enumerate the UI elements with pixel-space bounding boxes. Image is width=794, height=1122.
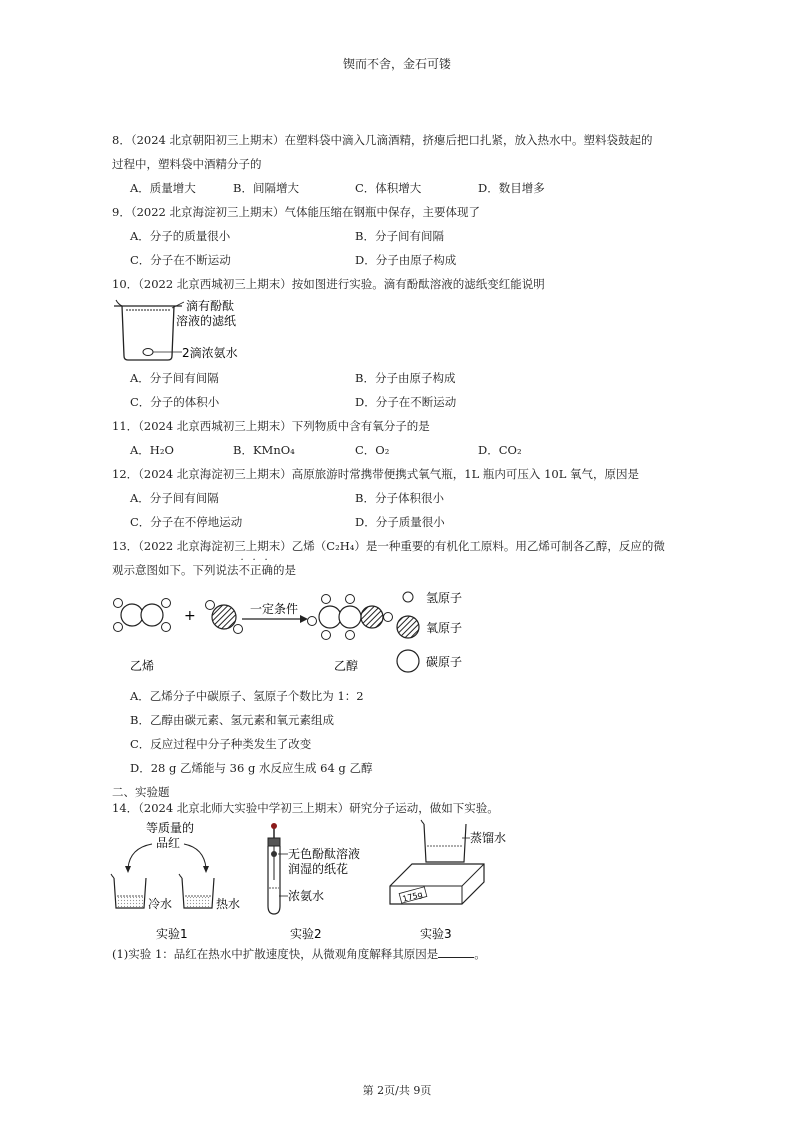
oxygen-legend-icon xyxy=(397,616,419,638)
exp1-caption: 实验1 xyxy=(156,927,188,940)
question-13-option-a: A．乙烯分子中碳原子、氢原子个数比为 1：2 xyxy=(130,689,364,703)
page-header: 锲而不舍，金石可镂 xyxy=(342,57,451,71)
stopper-icon xyxy=(271,823,277,829)
question-10-option-b: B．分子由原子构成 xyxy=(355,371,456,385)
exp2-label-c: 浓氨水 xyxy=(288,889,325,903)
question-13-stem: 13．（2022 北京海淀初三上期末）乙烯（C₂H₄）是一种重要的有机化工原料。用乙烯可制各乙醇，反应的微 xyxy=(112,539,665,553)
question-8-option-c: C．体积增大 xyxy=(355,181,422,195)
question-8-option-d: D．数目增多 xyxy=(478,181,545,195)
exp3-caption: 实验3 xyxy=(420,927,452,940)
question-14-sub1-end: 。 xyxy=(474,947,486,961)
question-14-sub1-text: (1)实验 1：品红在热水中扩散速度快，从微观角度解释其原因是 xyxy=(112,947,439,961)
scale-reading: 175g xyxy=(401,889,424,904)
answer-blank[interactable] xyxy=(438,947,474,958)
question-13-option-d: D．28 g 乙烯能与 36 g 水反应生成 64 g 乙醇 xyxy=(130,761,373,775)
reaction-condition: 一定条件 xyxy=(250,602,299,616)
reaction-diagram xyxy=(112,585,482,677)
question-10-option-c: C．分子的体积小 xyxy=(130,395,220,409)
label-ethanol: 乙醇 xyxy=(334,659,359,673)
exp2-caption: 实验2 xyxy=(290,927,322,940)
exp1-label-b: 品红 xyxy=(156,836,181,850)
beaker-diagram xyxy=(112,298,282,364)
beaker-label-ammonia: 2滴浓氨水 xyxy=(182,346,238,360)
question-14-sub1 xyxy=(112,946,486,962)
exp1-cold-water: 冷水 xyxy=(148,897,173,911)
question-9-option-c: C．分子在不断运动 xyxy=(130,253,231,267)
question-8-option-a: A．质量增大 xyxy=(130,181,196,195)
question-12-option-d: D．分子质量很小 xyxy=(355,515,445,529)
beaker-label-filter: 滴有酚酞 xyxy=(186,299,235,313)
experiment-3-diagram xyxy=(388,818,508,940)
label-ethylene: 乙烯 xyxy=(130,659,155,673)
beaker-label-filter-cont: 溶液的滤纸 xyxy=(176,314,237,328)
question-8-option-b: B．间隔增大 xyxy=(233,181,299,195)
exp2-label-b: 润湿的纸花 xyxy=(288,862,349,876)
ethanol-molecule xyxy=(308,595,393,640)
question-11-option-b: B．KMnO₄ xyxy=(233,443,295,457)
question-13-emphasis: · · · 不正确 xyxy=(238,555,273,577)
question-13-option-b: B．乙醇由碳元素、氢元素和氧元素组成 xyxy=(130,713,334,727)
question-12-option-b: B．分子体积很小 xyxy=(355,491,444,505)
exp1-label-a: 等质量的 xyxy=(146,821,195,835)
legend-oxygen: 氧原子 xyxy=(426,621,463,635)
question-12-option-c: C．分子在不停地运动 xyxy=(130,515,243,529)
question-8-stem: 8．（2024 北京朝阳初三上期末）在塑料袋中滴入几滴酒精，挤瘪后把口扎紧，放入热水中。塑料袋鼓起的 xyxy=(112,133,653,147)
question-12-option-a: A．分子间有间隔 xyxy=(130,491,219,505)
question-9-option-b: B．分子间有间隔 xyxy=(355,229,444,243)
ethylene-molecule xyxy=(114,599,171,632)
exp3-label: 蒸馏水 xyxy=(470,831,507,845)
legend-hydrogen: 氢原子 xyxy=(426,591,463,605)
page-footer: 第 2页/共 9页 xyxy=(362,1084,432,1097)
question-10-stem: 10．（2022 北京西城初三上期末）按如图进行实验。滴有酚酞溶液的滤纸变红能说明 xyxy=(112,277,545,291)
question-11-option-c: C．O₂ xyxy=(355,443,390,457)
question-13-stem-c: 的是 xyxy=(273,563,296,577)
question-11-stem: 11．（2024 北京西城初三上期末）下列物质中含有氧分子的是 xyxy=(112,419,430,433)
water-molecule xyxy=(206,601,243,634)
question-9-option-d: D．分子由原子构成 xyxy=(355,253,457,267)
question-13-stem-cont xyxy=(112,555,296,578)
plus-sign: + xyxy=(184,608,196,624)
exp2-label-a: 无色酚酞溶液 xyxy=(288,847,361,861)
question-10-option-a: A．分子间有间隔 xyxy=(130,371,219,385)
question-13-option-c: C．反应过程中分子种类发生了改变 xyxy=(130,737,312,751)
question-11-option-d: D．CO₂ xyxy=(478,443,522,457)
experiment-1-diagram xyxy=(108,818,258,940)
experiment-2-diagram xyxy=(262,818,382,940)
question-14-stem: 14．（2024 北京北师大实验中学初三上期末）研究分子运动，做如下实验。 xyxy=(112,801,499,815)
carbon-legend-icon xyxy=(397,650,419,672)
question-11-option-a: A．H₂O xyxy=(130,443,174,457)
question-13-stem-a: 观示意图如下。下列说法 xyxy=(112,563,239,577)
question-10-option-d: D．分子在不断运动 xyxy=(355,395,457,409)
question-8-stem-cont: 过程中，塑料袋中酒精分子的 xyxy=(112,157,262,171)
question-9-stem: 9．（2022 北京海淀初三上期末）气体能压缩在钢瓶中保存，主要体现了 xyxy=(112,205,480,219)
exp1-hot-water: 热水 xyxy=(216,897,241,911)
section-title: 二、实验题 xyxy=(112,785,170,799)
question-12-stem: 12．（2024 北京海淀初三上期末）高原旅游时常携带便携式氧气瓶，1L 瓶内可压入 10L 氧气，原因是 xyxy=(112,467,639,481)
question-13-emphasis-text: 不正确 xyxy=(238,563,273,577)
hydrogen-legend-icon xyxy=(403,592,413,602)
legend-carbon: 碳原子 xyxy=(426,655,463,669)
question-9-option-a: A．分子的质量很小 xyxy=(130,229,231,243)
